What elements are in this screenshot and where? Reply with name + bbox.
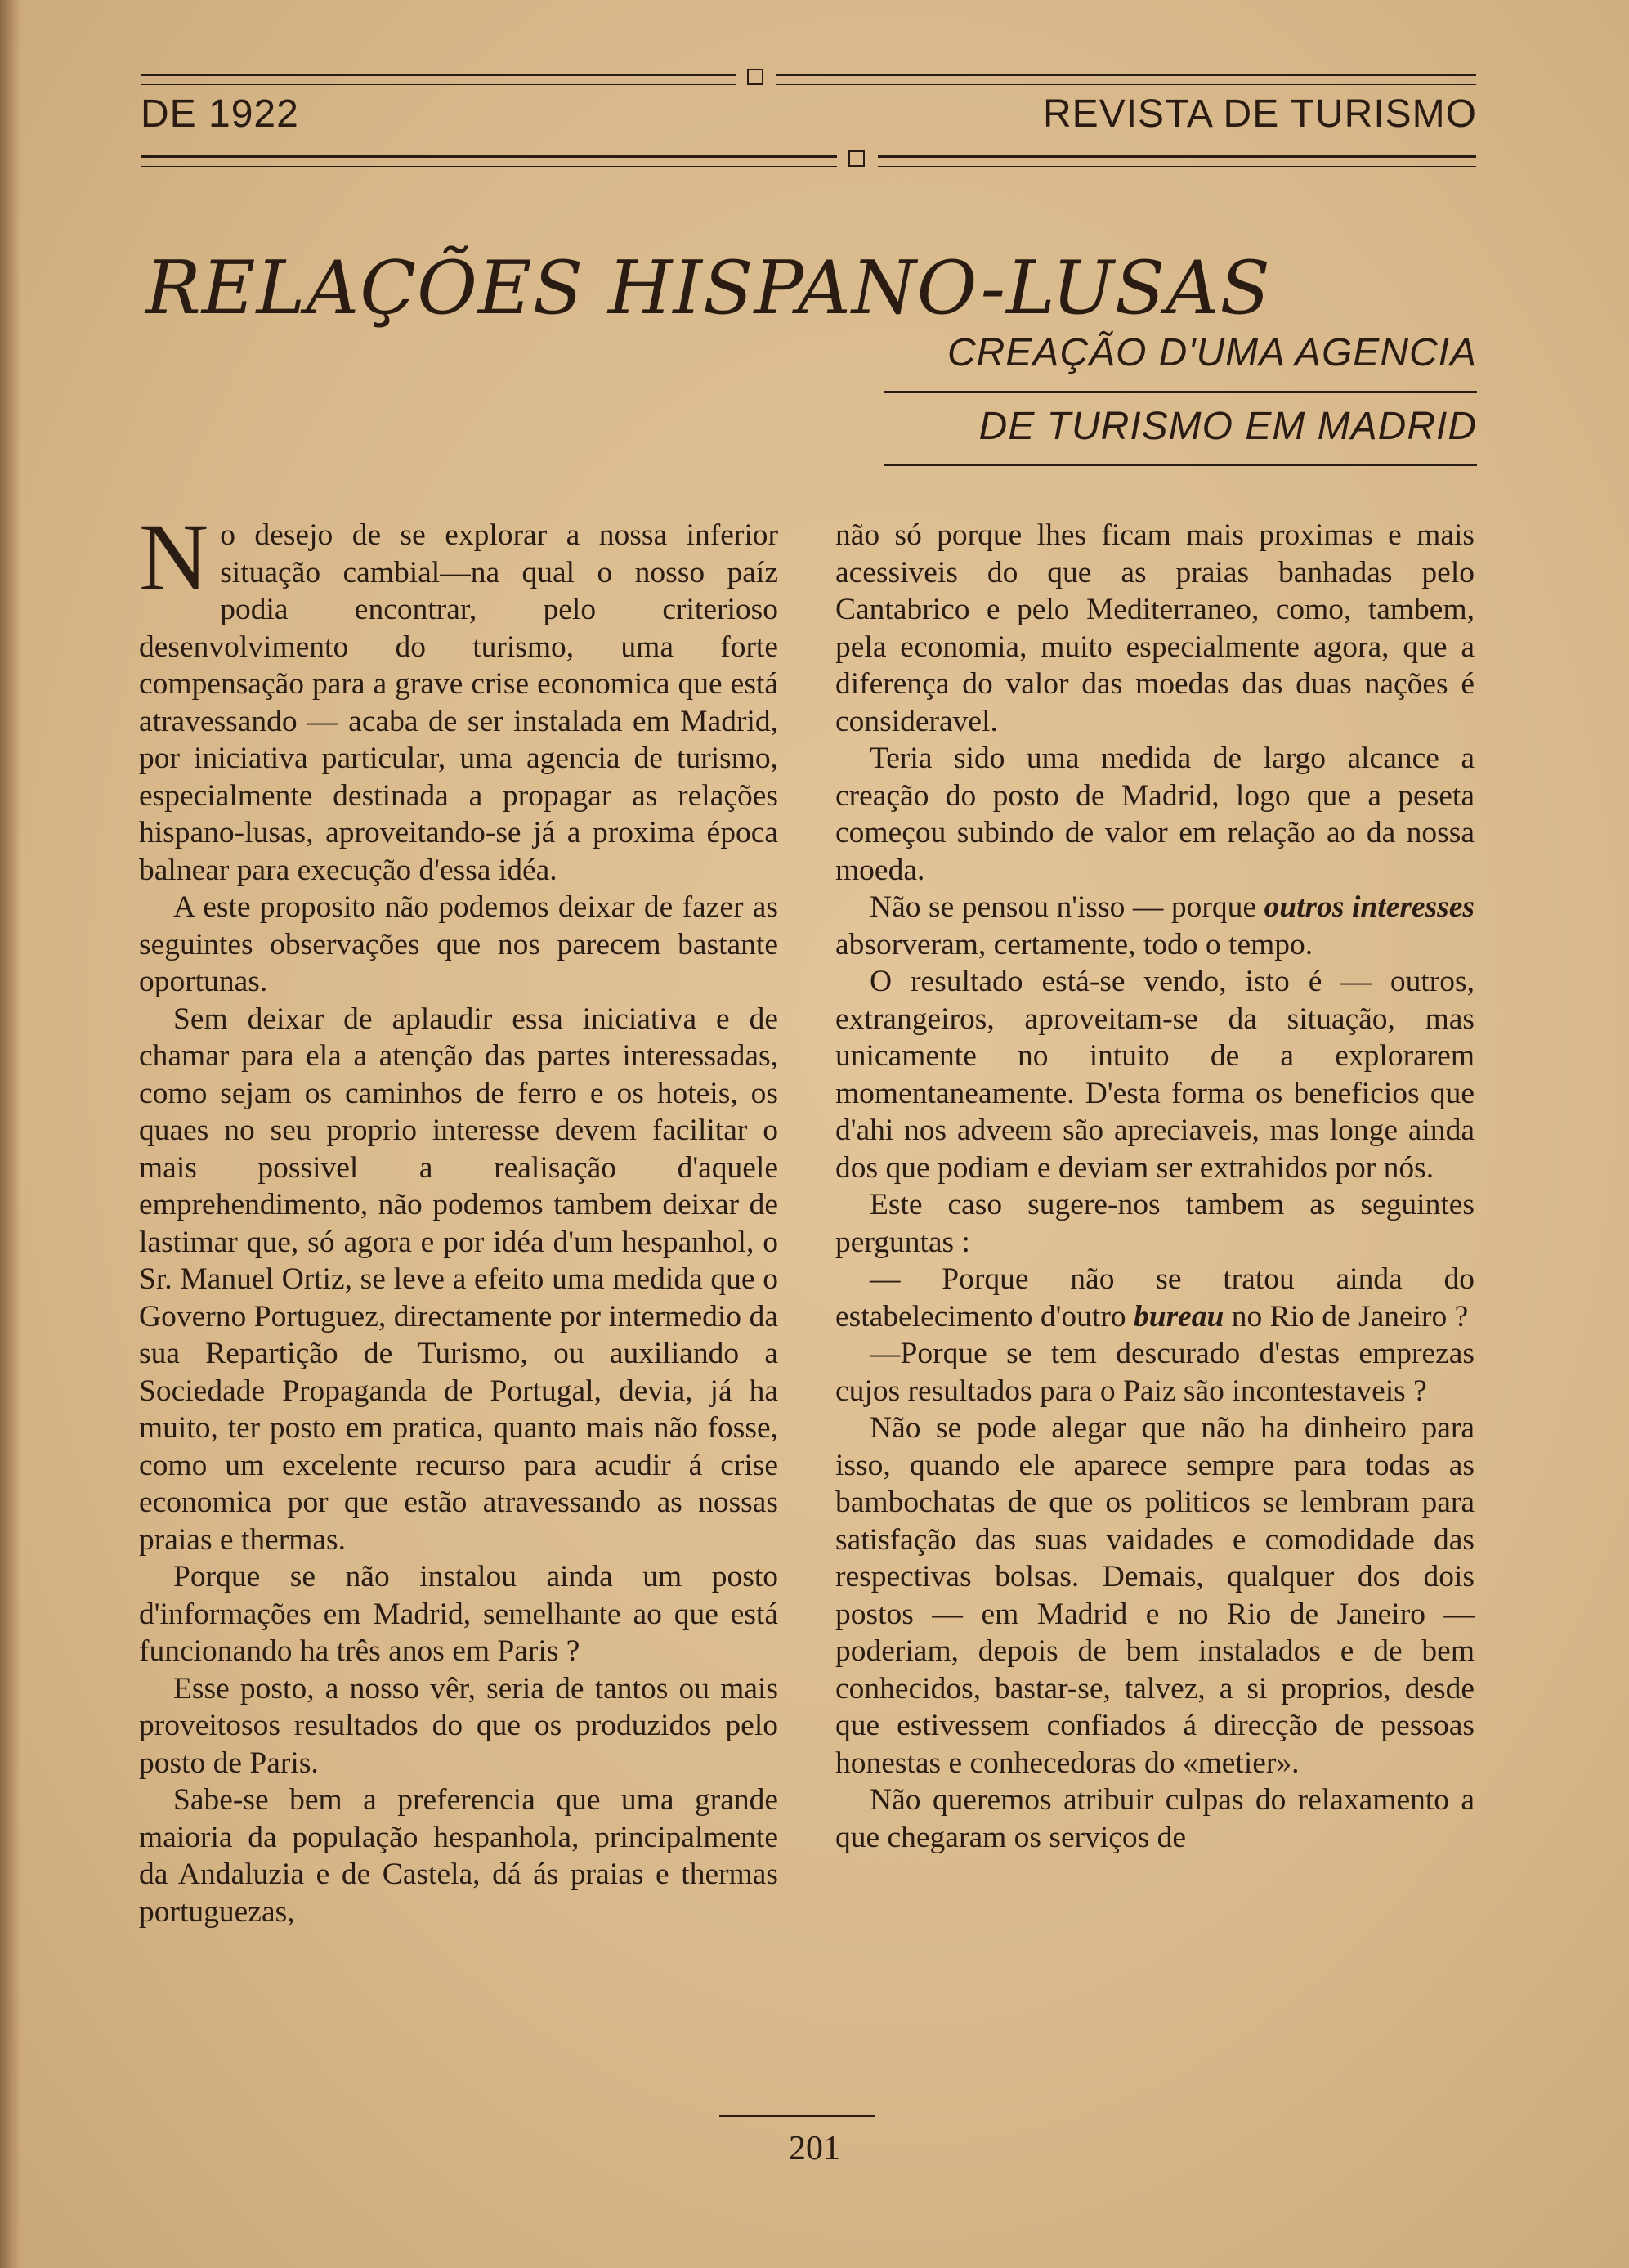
paragraph: [835, 889, 1475, 963]
paragraph: O resultado está-se vendo, isto é — outros, extrangeiros, aproveitam-se da situação, mas unicamente no intuito de a explorarem momentaneamente. D'esta forma os beneficios que d'ahi nos adveem são apreciaveis, mas longe ainda dos que podiam e deviam ser extrahidos por nós.: [835, 965, 1475, 1185]
square-ornament-icon: [848, 150, 865, 167]
paragraph: [139, 504, 778, 889]
article-column-right: [835, 517, 1475, 1856]
paragraph: Não se pode alegar que não ha dinheiro para isso, quando ele aparece sempre para todas as bambochatas de que os politicos se lembram para satisfação das suas vaidades e comodidade das respectivas bolsas. Demais, qualquer dos dois postos — em Madrid e no Rio de Janeiro — poderiam, depois de bem instalados e de bem conhecidos, bastar-se, talvez, a si proprios, desde que estivessem confiados á direcção de pessoas honestas e conhecedoras do «metier».: [835, 1411, 1475, 1780]
page-number: 201: [789, 2130, 840, 2167]
header-magazine-name: REVISTA DE TURISMO: [1043, 92, 1477, 136]
paragraph: A este proposito não podemos deixar de fazer as seguintes observações que nos parecem bastante oportunas.: [139, 890, 778, 998]
header-date: DE 1922: [141, 92, 299, 136]
paragraph-text: no Rio de Janeiro ?: [1224, 1299, 1469, 1333]
header-rule-bottom: [141, 150, 1476, 170]
emphasis-text: outros interesses: [1264, 890, 1475, 924]
paragraph: Teria sido uma medida de largo alcance a creação do posto de Madrid, logo que a peseta começou subindo de valor em relação ao da nossa moeda.: [835, 742, 1475, 887]
paragraph: Esse posto, a nosso vêr, seria de tantos ou mais proveitosos resultados do que os produzidos pelo posto de Paris.: [139, 1671, 778, 1780]
paragraph-text: o desejo de se explorar a nossa inferior situação cambial—na qual o nosso paíz podia encontrar, pelo criterioso desenvolvimento do turismo, uma forte compensação para a grave crise economica que está atravessando — acaba de ser instalada em Madrid, por iniciativa particular, uma agencia de turismo, especialmente destinada a propagar as relações hispano-lusas, aproveitando-se já a proxima época balnear para execução d'essa idéa.: [139, 518, 778, 887]
article-subtitle-line2: DE TURISMO EM MADRID: [978, 405, 1477, 448]
paragraph: [835, 1261, 1475, 1335]
header-rule-top: [141, 69, 1476, 88]
paragraph: Este caso sugere-nos tambem as seguintes perguntas :: [835, 1188, 1475, 1259]
article-title: RELAÇÕES HISPANO-LUSAS: [145, 245, 1272, 332]
paragraph: Sem deixar de aplaudir essa iniciativa e de chamar para ela a atenção das partes interessadas, como sejam os caminhos de ferro e os hoteis, os quaes no seu proprio interesse devem facilitar o mais possivel a realisação d'aquele emprehendimento, não podemos tambem deixar de lastimar que, só agora e por idéa d'um hespanhol, o Sr. Manuel Ortiz, se leve a efeito uma medida que o Governo Portuguez, directamente por intermedio da sua Repartição de Turismo, ou auxiliando a Sociedade Propaganda de Portugal, devia, já ha muito, ter posto em pratica, quanto mais não fosse, como um excelente recurso para acudir á crise economica por que estão atravessando as nossas praias e thermas.: [139, 1002, 778, 1557]
subtitle-underline: [884, 391, 1477, 393]
page-spine-shadow: [0, 0, 21, 2268]
paragraph: —Porque se tem descurado d'estas emprezas cujos resultados para o Paiz são incontestaveis ?: [835, 1337, 1475, 1408]
paragraph: não só porque lhes ficam mais proximas e mais acessiveis do que as praias banhadas pelo Cantabrico e pelo Mediterraneo, como, tambem, pela economia, muito especialmente agora, que a diferença do valor das moedas das duas nações é consideravel.: [835, 518, 1475, 738]
paragraph-text: Não se pensou n'isso — porque: [870, 890, 1264, 924]
footer-rule: [719, 2115, 875, 2117]
article-column-left: [139, 504, 778, 1930]
emphasis-text: bureau: [1133, 1299, 1224, 1333]
square-ornament-icon: [747, 69, 763, 85]
drop-cap: N: [139, 504, 209, 611]
article-subtitle-line1: CREAÇÃO D'UMA AGENCIA: [947, 331, 1477, 374]
paragraph: Não queremos atribuir culpas do relaxamento a que chegaram os serviços de: [835, 1783, 1475, 1854]
paragraph: Sabe-se bem a preferencia que uma grande maioria da população hespanhola, principalmente da Andaluzia e de Castela, dá ás praias e thermas portuguezas,: [139, 1783, 778, 1929]
paragraph-text: — Porque não se tratou ainda do estabelecimento d'outro: [835, 1262, 1475, 1333]
subtitle-underline: [884, 464, 1477, 466]
paragraph: Porque se não instalou ainda um posto d'informações em Madrid, semelhante ao que está funcionando ha três anos em Paris ?: [139, 1560, 778, 1668]
paragraph-text: absorveram, certamente, todo o tempo.: [835, 927, 1313, 961]
